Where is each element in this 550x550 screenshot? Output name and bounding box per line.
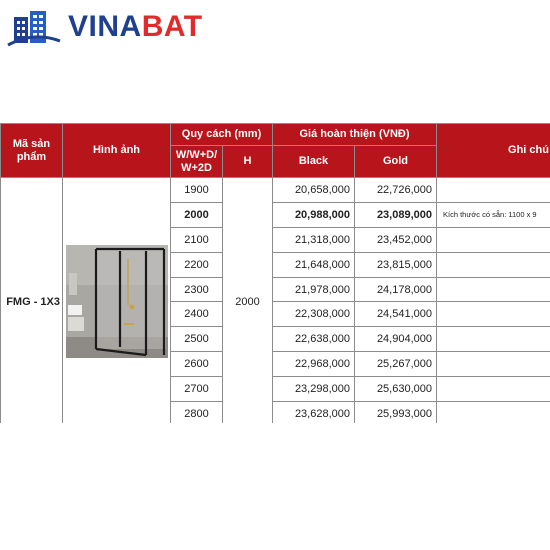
header-spec: Quy cách (mm): [171, 124, 273, 146]
gold-price-cell: 23,452,000: [355, 227, 437, 252]
black-price-cell: 22,968,000: [273, 352, 355, 377]
note-cell: Kích thước có sẵn: 1100 x 9: [437, 202, 550, 227]
gold-price-cell: 25,993,000: [355, 402, 437, 423]
width-cell: 2600: [171, 352, 223, 377]
width-cell: 1900: [171, 178, 223, 203]
width-cell: 2400: [171, 302, 223, 327]
black-price-cell: 23,628,000: [273, 402, 355, 423]
gold-price-cell: 24,904,000: [355, 327, 437, 352]
black-price-cell: 20,658,000: [273, 178, 355, 203]
note-cell: [437, 277, 550, 302]
product-code-cell: FMG - 1X3: [1, 178, 63, 424]
note-cell: [437, 252, 550, 277]
gold-price-cell: 24,541,000: [355, 302, 437, 327]
note-cell: [437, 178, 550, 203]
header-spec-h: H: [223, 146, 273, 178]
width-cell: 2100: [171, 227, 223, 252]
note-cell: [437, 327, 550, 352]
width-cell: 2000: [171, 202, 223, 227]
price-table-container: [0, 123, 550, 423]
brand-part-bat: BAT: [141, 10, 203, 43]
header-product-code: Mã sản phẩm: [1, 124, 63, 178]
note-cell: [437, 352, 550, 377]
width-cell: 2300: [171, 277, 223, 302]
black-price-cell: 23,298,000: [273, 377, 355, 402]
brand-part-vina: VINA: [68, 10, 142, 43]
note-cell: [437, 227, 550, 252]
height-cell: 2000: [223, 178, 273, 424]
gold-price-cell: 24,178,000: [355, 277, 437, 302]
brand-name: [68, 4, 203, 50]
vinabat-logo: [6, 4, 203, 50]
building-logo-icon: [6, 7, 62, 47]
note-cell: [437, 402, 550, 423]
black-price-cell: 20,988,000: [273, 202, 355, 227]
note-cell: [437, 302, 550, 327]
gold-price-cell: 25,267,000: [355, 352, 437, 377]
black-price-cell: 21,978,000: [273, 277, 355, 302]
shower-enclosure-photo: [66, 245, 168, 358]
price-table: [0, 123, 550, 423]
width-cell: 2700: [171, 377, 223, 402]
header-gold: Gold: [355, 146, 437, 178]
width-cell: 2200: [171, 252, 223, 277]
note-cell: [437, 377, 550, 402]
header-note: Ghi chú: [437, 124, 550, 178]
black-price-cell: 21,318,000: [273, 227, 355, 252]
gold-price-cell: 22,726,000: [355, 178, 437, 203]
gold-price-cell: 25,630,000: [355, 377, 437, 402]
gold-price-cell: 23,815,000: [355, 252, 437, 277]
table-row: [1, 178, 550, 203]
header-black: Black: [273, 146, 355, 178]
product-image-cell: [63, 178, 171, 424]
black-price-cell: 22,308,000: [273, 302, 355, 327]
header-price: Giá hoàn thiện (VNĐ): [273, 124, 437, 146]
header-spec-w: W/W+D/ W+2D: [171, 146, 223, 178]
gold-price-cell: 23,089,000: [355, 202, 437, 227]
width-cell: 2500: [171, 327, 223, 352]
black-price-cell: 22,638,000: [273, 327, 355, 352]
header-image: Hình ảnh: [63, 124, 171, 178]
black-price-cell: 21,648,000: [273, 252, 355, 277]
width-cell: 2800: [171, 402, 223, 423]
